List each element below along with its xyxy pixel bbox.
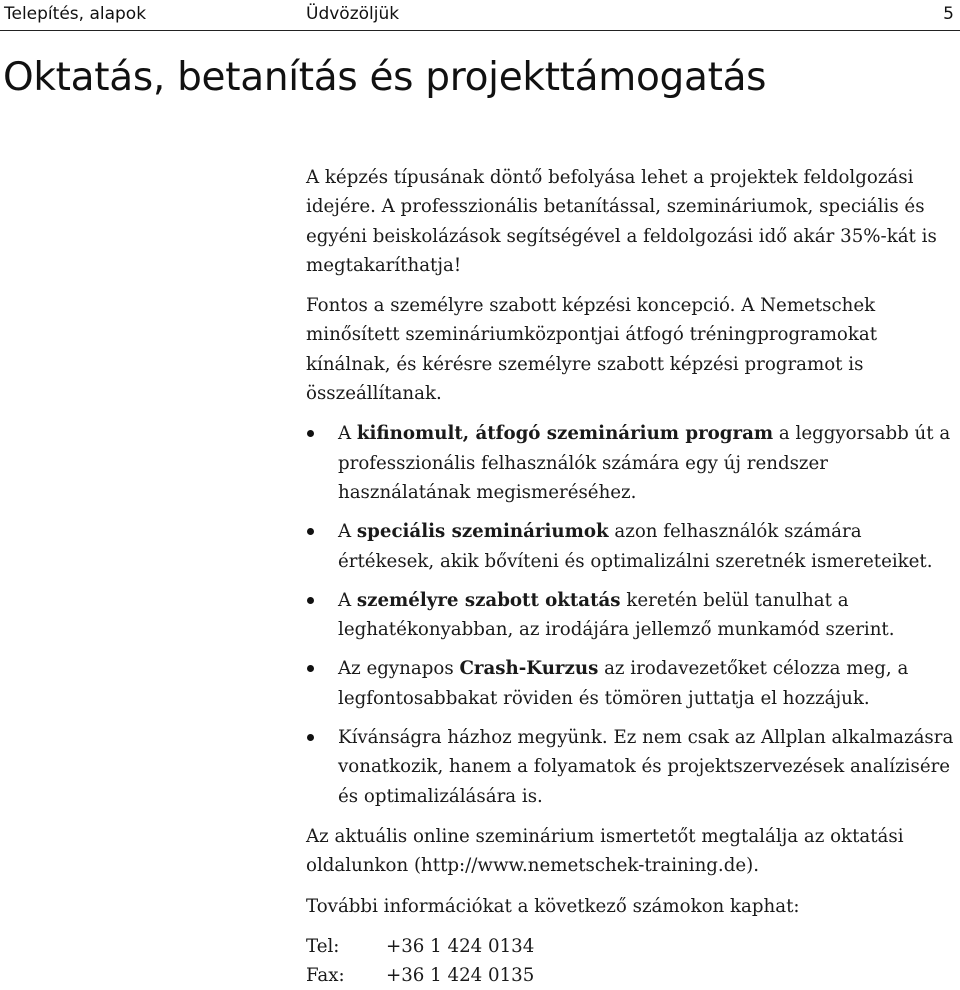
online-info-paragraph: Az aktuális online szeminárium ismertetőt megtalálja az oktatási oldalunkon (http://www.nemetschek-training.de).: [306, 825, 904, 877]
training-options-list: [306, 419, 956, 811]
table-row: [306, 961, 534, 990]
bullet-icon: [307, 665, 314, 672]
emphasis: Crash-Kurzus: [459, 658, 599, 680]
fax-number: +36 1 424 0135: [386, 965, 535, 987]
header-section-title: Telepítés, alapok: [4, 4, 147, 24]
main-content: [306, 163, 956, 990]
table-row: [306, 932, 534, 961]
list-item: A speciális szemináriumok azon felhasználók számára értékesek, akik bővíteni és optimalizálni szeretnék ismereteiket.: [306, 517, 956, 576]
running-header: [0, 0, 960, 31]
header-chapter-title: Üdvözöljük: [306, 4, 400, 24]
bullet-icon: [307, 597, 314, 604]
intro-paragraph: A képzés típusának döntő befolyása lehet a projektek feldolgozási idejére. A professzionális betanítással, szemináriumok, speciális és egyéni beiskolázások segítségével a feldolgozási idő akár 35%-kát is megtakaríthatja!: [306, 167, 937, 276]
tel-number: +36 1 424 0134: [386, 935, 535, 957]
contact-intro: További információkat a következő számokon kaphat:: [306, 895, 800, 917]
list-item: A személyre szabott oktatás keretén belül tanulhat a leghatékonyabban, az irodájára jellemző munkamód szerint.: [306, 586, 956, 645]
page-title: Oktatás, betanítás és projekttámogatás: [3, 55, 767, 100]
emphasis: személyre szabott oktatás: [356, 589, 621, 611]
emphasis: speciális szemináriumok: [356, 521, 609, 543]
concept-paragraph: Fontos a személyre szabott képzési koncepció. A Nemetschek minősített szemináriumközpontjai átfogó tréningprogramokat kínálnak, és kérésre személyre szabott képzési programot is összeállítanak.: [306, 295, 878, 405]
list-item: A kifinomult, átfogó szeminárium program a leggyorsabb út a professzionális felhasználók számára egy új rendszer használatának megismeréséhez.: [306, 419, 956, 507]
bullet-icon: [307, 528, 314, 535]
bullet-icon: [307, 430, 314, 437]
page-number: 5: [943, 4, 954, 24]
fax-label: Fax:: [306, 965, 345, 987]
emphasis: kifinomult, átfogó szeminárium program: [356, 423, 774, 445]
contact-table: [306, 932, 534, 990]
list-item: Az egynapos Crash-Kurzus az irodavezetőket célozza meg, a legfontosabbakat röviden és tömören juttatja el hozzájuk.: [306, 654, 956, 713]
tel-label: Tel:: [306, 935, 340, 957]
bullet-icon: [307, 734, 314, 741]
list-item: Kívánságra házhoz megyünk. Ez nem csak az Allplan alkalmazásra vonatkozik, hanem a folyamatok és projektszervezések analízisére és optimalizálására is.: [306, 723, 956, 811]
